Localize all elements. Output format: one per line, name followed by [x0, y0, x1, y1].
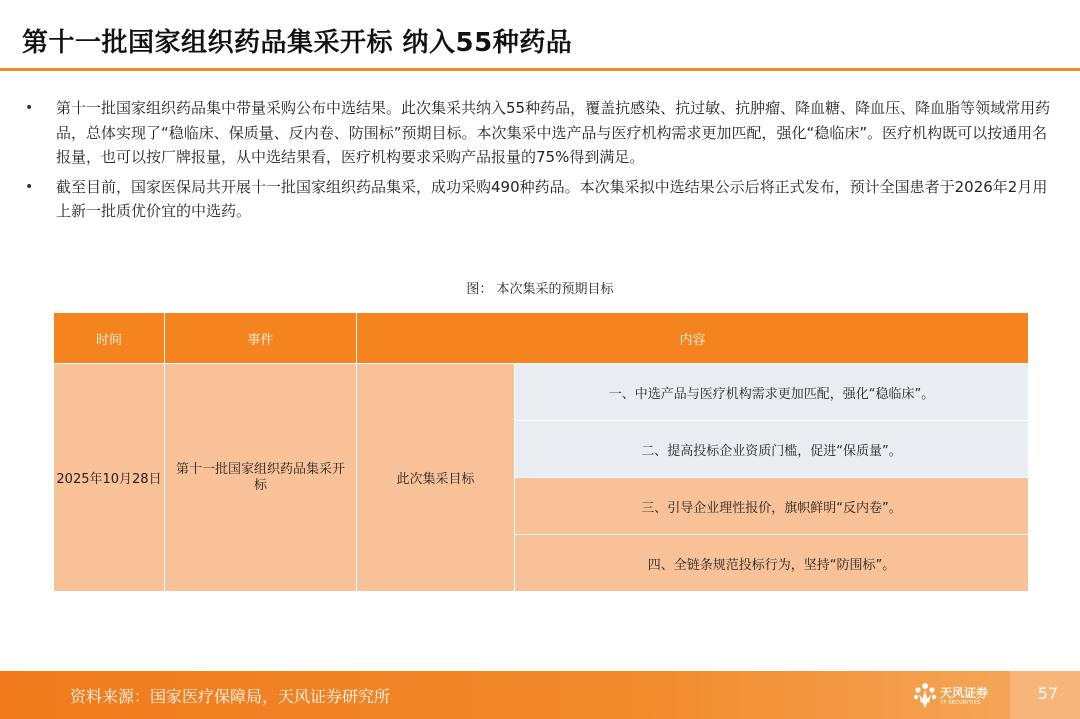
figure-caption: 图： 本次集采的预期目标: [466, 282, 614, 297]
header-content: 内容: [357, 313, 1029, 364]
goals-table: [53, 312, 1029, 592]
goal-item-4: 四、全链条规范投标行为，坚持“防围标”。: [515, 535, 1029, 592]
title-underline: [0, 68, 1080, 71]
bullet-text: 截至目前，国家医保局共开展十一批国家组织药品集采，成功采购490种药品。本次集采拟中选结果公示后将正式发布，预计全国患者于2026年2月用上新一批质优价宜的中选药。: [56, 177, 1048, 220]
source-note: 资料来源：国家医疗保障局，天风证券研究所: [70, 687, 391, 706]
page-number-box: [1010, 671, 1080, 719]
goal-item-1: 一、中选产品与医疗机构需求更加匹配，强化“稳临床”。: [515, 364, 1029, 421]
cell-goal: 此次集采目标: [357, 364, 515, 592]
goal-item-2: 二、提高投标企业资质门槛，促进“保质量”。: [515, 421, 1029, 478]
header-time: 时间: [54, 313, 165, 364]
page-number: 57: [1037, 684, 1058, 703]
bullet-list: [22, 96, 1062, 229]
header-event: 事件: [165, 313, 357, 364]
table-header-row: [54, 313, 1029, 364]
company-logo: [912, 681, 1002, 711]
logo-mark-icon: [912, 681, 938, 709]
cell-event: 第十一批国家组织药品集采开标: [165, 364, 357, 592]
bullet-marker: •: [25, 100, 34, 116]
page-title: 第十一批国家组织药品集采开标 纳入55种药品: [22, 28, 573, 58]
bullet-marker: •: [25, 178, 34, 195]
cell-time: 2025年10月28日: [54, 364, 165, 592]
bullet-item: [22, 175, 1062, 224]
bullet-text: 第十一批国家组织药品集中带量采购公布中选结果。此次集采共纳入55种药品，覆盖抗感染、抗过敏、抗肿瘤、降血糖、降血压、降血脂等领域常用药品，总体实现了“稳临床、保质量、反内卷、防围标”预期目标。本次集采中选产品与医疗机构需求更加匹配，强化“稳临床”。医疗机构既可以按通用名报量，也可以按厂牌报量，从中选结果看，医疗机构要求采购产品报量的75%得到满足。: [56, 99, 1051, 166]
table-row: [54, 364, 1029, 421]
logo-subtitle: TF SECURITIES: [940, 700, 981, 706]
logo-name: 天风证券: [940, 686, 989, 700]
goal-item-3: 三、引导企业理性报价，旗帜鲜明“反内卷”。: [515, 478, 1029, 535]
bullet-item: [22, 96, 1062, 170]
